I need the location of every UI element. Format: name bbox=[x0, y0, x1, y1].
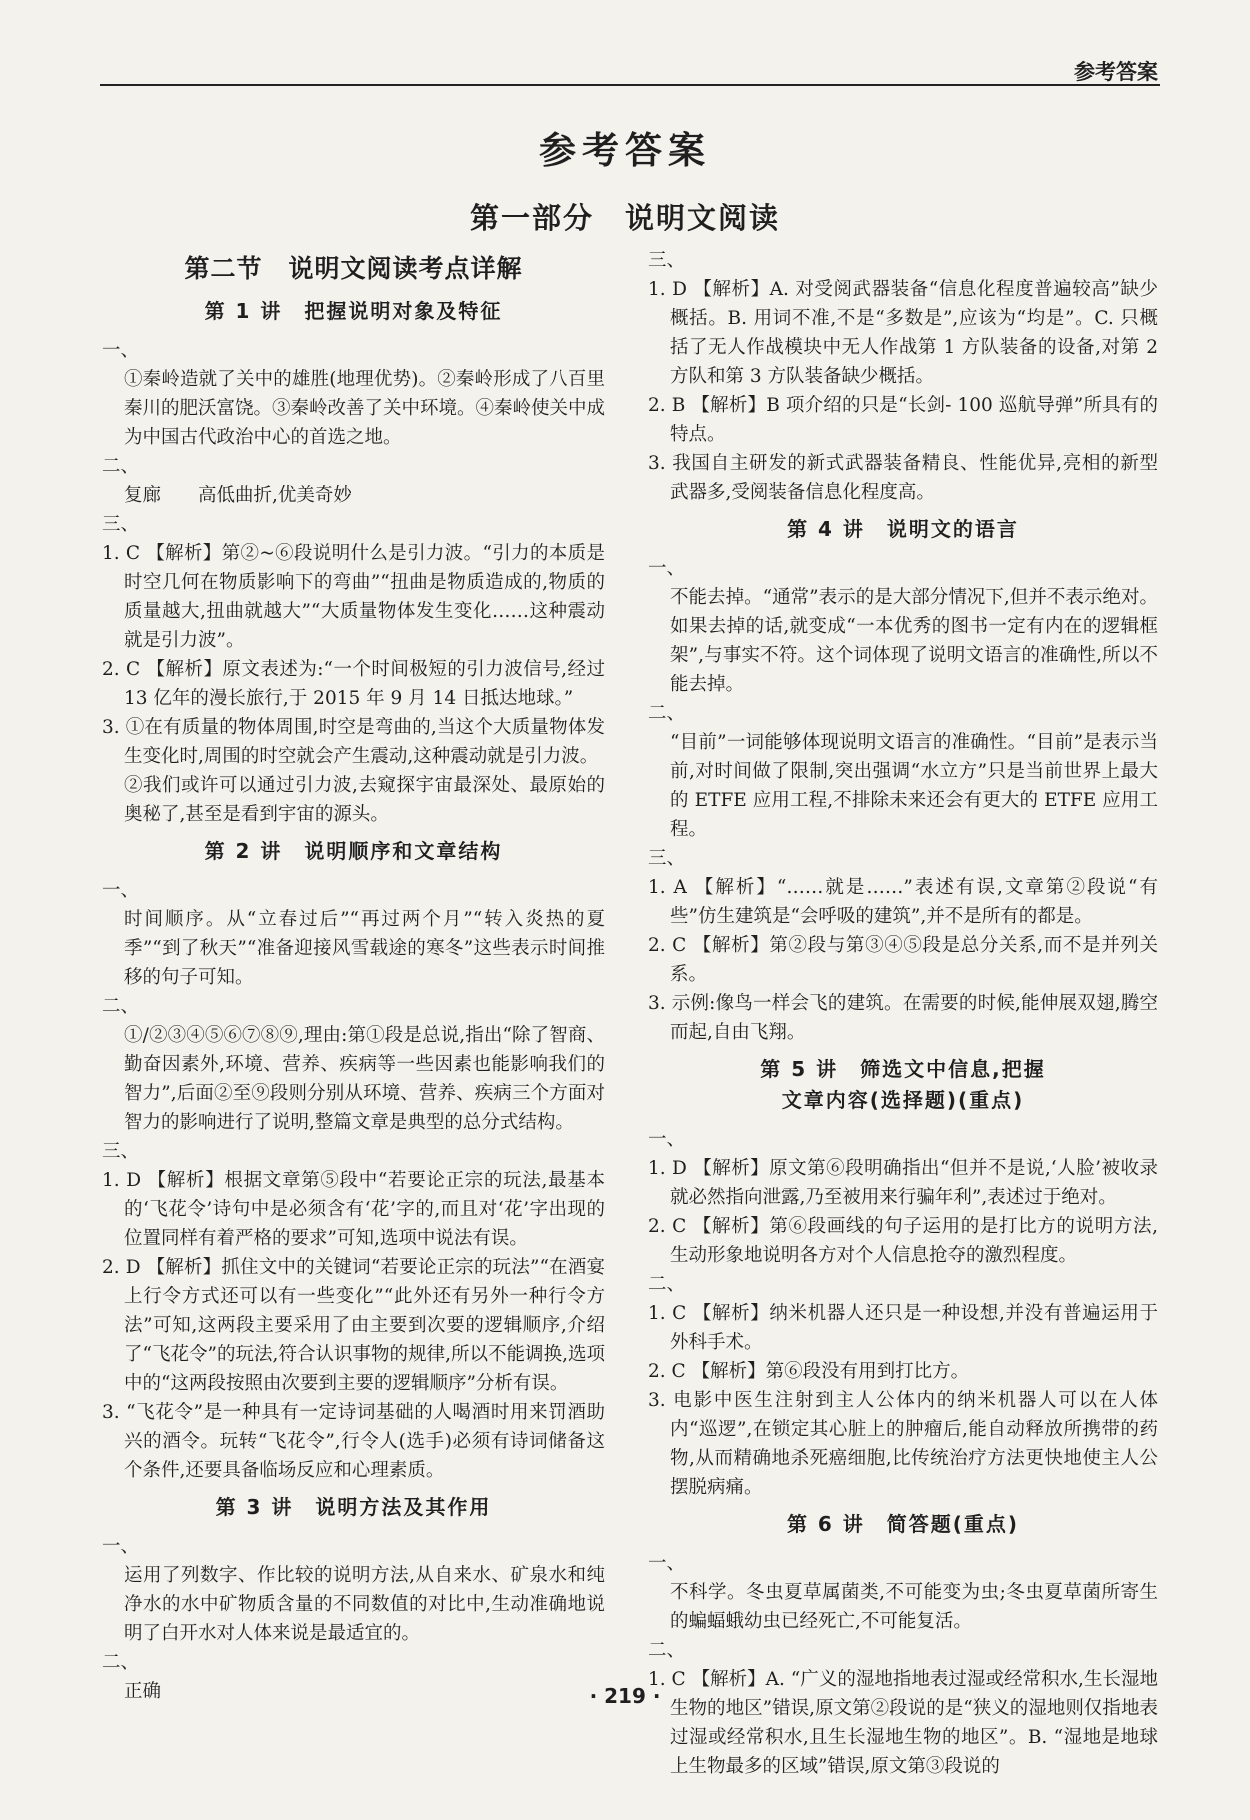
answer-item: 2. B 【解析】B 项介绍的只是“长剑- 100 巡航导弹”所具有的特点。 bbox=[648, 395, 1158, 445]
left-column bbox=[102, 246, 605, 1706]
question-marker: 二、 bbox=[648, 1274, 686, 1295]
answer-item: 2. C 【解析】原文表述为:“一个时间极短的引力波信号,经过 13 亿年的漫长旅行,于 2015 年 9 月 14 日抵达地球。” bbox=[102, 659, 605, 709]
answer-item: 1. C 【解析】A. “广义的湿地指地表过湿或经常积水,生长湿地生物的地区”错误,原文第②段说的是“狭义的湿地则仅指地表过湿或经常积水,且生长湿地生物的地区”。B. “湿地是地球上生物最多的区域”错误,原文第③段说的 bbox=[648, 1669, 1158, 1777]
page-title: 参考答案 bbox=[539, 129, 711, 172]
answer-text: 正确 bbox=[124, 1681, 162, 1702]
header-rule bbox=[100, 84, 1160, 86]
answer-item: ②我们或许可以通过引力波,去窥探宇宙最深处、最原始的奥秘了,甚至是看到宇宙的源头。 bbox=[124, 775, 605, 825]
question-marker: 二、 bbox=[102, 996, 140, 1017]
question-marker: 一、 bbox=[648, 558, 686, 579]
lecture-5-subtitle: 文章内容(选择题)(重点) bbox=[781, 1088, 1025, 1112]
page-number: · 219 · bbox=[589, 1684, 661, 1708]
answer-item: 2. C 【解析】第⑥段画线的句子运用的是打比方的说明方法,生动形象地说明各方对个人信息抢夺的激烈程度。 bbox=[648, 1216, 1158, 1266]
question-marker: 一、 bbox=[102, 880, 140, 901]
right-column bbox=[648, 246, 1158, 1781]
answer-item: 2. C 【解析】第②段与第③④⑤段是总分关系,而不是并列关系。 bbox=[648, 935, 1158, 985]
lecture-6-title: 第 6 讲 简答题(重点) bbox=[786, 1512, 1020, 1536]
lecture-2-title: 第 2 讲 说明顺序和文章结构 bbox=[204, 839, 503, 863]
section-title: 第二节 说明文阅读考点详解 bbox=[184, 254, 523, 283]
question-marker: 一、 bbox=[648, 1129, 686, 1150]
lecture-3-title: 第 3 讲 说明方法及其作用 bbox=[215, 1495, 492, 1519]
answer-item: 3. “飞花令”是一种具有一定诗词基础的人喝酒时用来罚酒助兴的酒令。玩转“飞花令”,行令人(选手)必须有诗词储备这个条件,还要具备临场反应和心理素质。 bbox=[102, 1402, 605, 1481]
answer-item: 1. D 【解析】原文第⑥段明确指出“但并不是说,‘人脸’被收录就必然指向泄露,乃至被用来行骗年利”,表述过于绝对。 bbox=[648, 1158, 1158, 1208]
question-marker: 二、 bbox=[102, 456, 140, 477]
answer-item: 1. C 【解析】第②~⑥段说明什么是引力波。“引力的本质是时空几何在物质影响下的弯曲”“扭曲是物质造成的,物质的质量越大,扭曲就越大”“大质量物体发生变化……这种震动就是引力波”。 bbox=[102, 543, 605, 651]
answer-item: 1. D 【解析】A. 对受阅武器装备“信息化程度普遍较高”缺少概括。B. 用词不准,不是“多数是”,应该为“均是”。C. 只概括了无人作战模块中无人作战第 1 方队装备的设备,对第 2 方队和第 3 方队装备缺少概括。 bbox=[648, 279, 1158, 387]
lecture-5-title: 第 5 讲 筛选文中信息,把握 bbox=[760, 1057, 1046, 1081]
answer-text: 不能去掉。“通常”表示的是大部分情况下,但并不表示绝对。如果去掉的话,就变成“一本优秀的图书一定有内在的逻辑框架”,与事实不符。这个词体现了说明文语言的准确性,所以不能去掉。 bbox=[670, 587, 1158, 695]
question-marker: 一、 bbox=[102, 340, 140, 361]
answer-item: 1. D 【解析】根据文章第⑤段中“若要论正宗的玩法,最基本的‘飞花令’诗句中是必须含有‘花’字的,而且对‘花’字出现的位置同样有着严格的要求”可知,选项中说法有误。 bbox=[102, 1170, 605, 1249]
answer-item: 1. C 【解析】纳米机器人还只是一种设想,并没有普遍运用于外科手术。 bbox=[648, 1303, 1158, 1353]
answer-item: 2. D 【解析】抓住文中的关键词“若要论正宗的玩法”“在酒宴上行令方式还可以有一些变化”“此外还有另外一种行令方法”可知,这两段主要采用了由主要到次要的逻辑顺序,介绍了“飞花令”的玩法,符合认识事物的规律,所以不能调换,选项中的“这两段按照由次要到主要的逻辑顺序”分析有误。 bbox=[102, 1257, 605, 1394]
answer-text: ①/②③④⑤⑥⑦⑧⑨,理由:第①段是总说,指出“除了智商、勤奋因素外,环境、营养、疾病等一些因素也能影响我们的智力”,后面②至⑨段则分别从环境、营养、疾病三个方面对智力的影响进行了说明,整篇文章是典型的总分式结构。 bbox=[124, 1025, 605, 1133]
part-title: 第一部分 说明文阅读 bbox=[469, 201, 780, 235]
question-marker: 一、 bbox=[102, 1536, 140, 1557]
answer-text: 运用了列数字、作比较的说明方法,从自来水、矿泉水和纯净水的水中矿物质含量的不同数值的对比中,生动准确地说明了白开水对人体来说是最适宜的。 bbox=[124, 1565, 605, 1644]
lecture-1-title: 第 1 讲 把握说明对象及特征 bbox=[204, 299, 503, 323]
question-marker: 二、 bbox=[648, 1640, 686, 1661]
answer-item: 3. 示例:像鸟一样会飞的建筑。在需要的时候,能伸展双翅,腾空而起,自由飞翔。 bbox=[648, 993, 1158, 1043]
question-marker: 三、 bbox=[102, 1141, 140, 1162]
answer-item: 3. 电影中医生注射到主人公体内的纳米机器人可以在人体内“巡逻”,在锁定其心脏上的肿瘤后,能自动释放所携带的药物,从而精确地杀死癌细胞,比传统治疗方法更快地使主人公摆脱病痛。 bbox=[648, 1390, 1158, 1498]
answer-item: 2. C 【解析】第⑥段没有用到打比方。 bbox=[648, 1361, 970, 1382]
answer-item: 1. A 【解析】“……就是……”表述有误,文章第②段说“有些”仿生建筑是“会呼吸的建筑”,并不是所有的都是。 bbox=[648, 877, 1158, 927]
answer-text: ①秦岭造就了关中的雄胜(地理优势)。②秦岭形成了八百里秦川的肥沃富饶。③秦岭改善了关中环境。④秦岭使关中成为中国古代政治中心的首选之地。 bbox=[124, 369, 606, 448]
question-marker: 三、 bbox=[102, 514, 140, 535]
question-marker: 一、 bbox=[648, 1553, 686, 1574]
answer-text: “目前”一词能够体现说明文语言的准确性。“目前”是表示当前,对时间做了限制,突出强调“水立方”只是当前世界上最大的 ETFE 应用工程,不排除未来还会有更大的 ETFE 应用工程。 bbox=[670, 732, 1158, 840]
answer-item: 3. ①在有质量的物体周围,时空是弯曲的,当这个大质量物体发生变化时,周围的时空就会产生震动,这种震动就是引力波。 bbox=[102, 717, 605, 767]
running-header: 参考答案 bbox=[1074, 60, 1158, 84]
answer-item: 3. 我国自主研发的新式武器装备精良、性能优异,亮相的新型武器多,受阅装备信息化程度高。 bbox=[648, 453, 1158, 503]
answer-text: 复廊 高低曲折,优美奇妙 bbox=[124, 485, 352, 506]
answer-text: 时间顺序。从“立春过后”“再过两个月”“转入炎热的夏季”“到了秋天”“准备迎接风雪载途的寒冬”这些表示时间推移的句子可知。 bbox=[124, 909, 605, 988]
question-marker: 三、 bbox=[648, 250, 686, 271]
question-marker: 三、 bbox=[648, 848, 686, 869]
question-marker: 二、 bbox=[648, 703, 686, 724]
lecture-4-title: 第 4 讲 说明文的语言 bbox=[787, 517, 1019, 541]
question-marker: 二、 bbox=[102, 1652, 140, 1673]
answer-text: 不科学。冬虫夏草属菌类,不可能变为虫;冬虫夏草菌所寄生的蝙蝠蛾幼虫已经死亡,不可能复活。 bbox=[670, 1582, 1158, 1632]
